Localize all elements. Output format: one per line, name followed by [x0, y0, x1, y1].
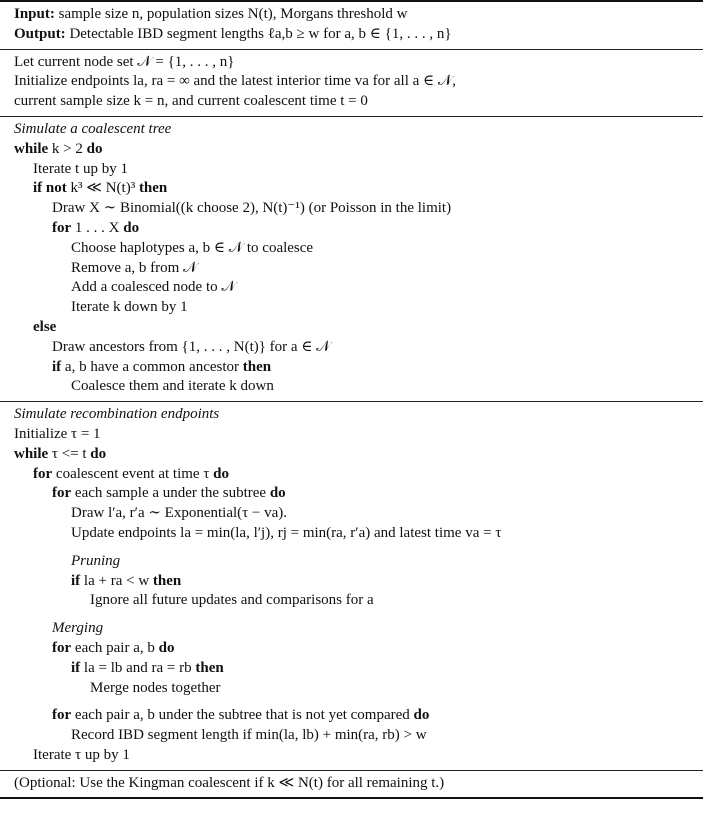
for-keyword-4: for [52, 639, 72, 656]
for-sample-text: each sample a under the subtree [74, 485, 267, 502]
bottom-rule [0, 797, 703, 799]
merge-condition: la = lb and ra = rb [83, 659, 192, 676]
footer-section [0, 771, 703, 798]
for-keyword-5: for [52, 707, 72, 724]
io-section [0, 2, 703, 49]
draw-x-line: Draw X ∼ Binomial((k choose 2), N(t)⁻¹) (or Poisson in the limit) [52, 200, 452, 217]
merging-title: Merging [52, 620, 104, 637]
then-keyword-3: then [152, 572, 182, 589]
init-tau-line: Initialize τ = 1 [14, 425, 101, 442]
recombination-title: Simulate recombination endpoints [14, 406, 220, 423]
if-common-condition: a, b have a common ancestor [64, 358, 240, 375]
then-keyword-4: then [195, 659, 224, 676]
for-compare-text: each pair a, b under the subtree that is not yet compared [74, 707, 410, 724]
while-condition: k > 2 [51, 140, 83, 157]
add-line: Add a coalesced node to 𝒩 [71, 279, 236, 296]
draw-exp-line: Draw l′a, r′a ∼ Exponential(τ − va). [71, 505, 288, 522]
while-k-line [0, 140, 703, 160]
for-sample-line [0, 484, 703, 504]
remove-line: Remove a, b from 𝒩 [71, 259, 198, 276]
init-line-1: Let current node set 𝒩 = {1, . . . , n} [14, 53, 235, 70]
input-text: sample size n, population sizes N(t), Morgans threshold w [58, 6, 408, 22]
input-label: Input: [14, 6, 55, 22]
if-keyword-3: if [71, 659, 81, 676]
while-keyword-2: while [14, 445, 49, 462]
iterate-k-line: Iterate k down by 1 [71, 299, 188, 316]
while-tau-condition: τ <= t [51, 445, 87, 462]
merge-line: Merge nodes together [90, 679, 221, 696]
do-keyword-4: do [213, 465, 229, 482]
for-keyword-3: for [52, 485, 72, 502]
if-keyword: if [52, 358, 62, 375]
input-line [0, 5, 703, 25]
ignore-line: Ignore all future updates and comparisons for a [90, 592, 374, 609]
iterate-t-line: Iterate t up by 1 [33, 160, 128, 177]
output-text: Detectable IBD segment lengths ℓa,b ≥ w for a, b ∈ {1, . . . , n} [69, 25, 452, 42]
for-event-text: coalescent event at time τ [55, 465, 210, 482]
for-range: 1 . . . X [74, 219, 120, 236]
do-keyword: do [86, 140, 103, 157]
else-line: else [33, 318, 57, 335]
if-keyword-2: if [71, 572, 81, 589]
coalescent-section [0, 117, 703, 401]
iterate-tau-line: Iterate τ up by 1 [33, 746, 130, 763]
choose-line: Choose haplotypes a, b ∈ 𝒩 to coalesce [71, 239, 314, 256]
for-pair-text: each pair a, b [74, 639, 155, 656]
spacer-3 [0, 698, 703, 706]
for-keyword: for [52, 219, 72, 236]
for-event-line [0, 465, 703, 485]
coalesce-line: Coalesce them and iterate k down [71, 378, 274, 395]
then-keyword: then [138, 180, 168, 197]
prune-condition: la + ra < w [83, 572, 150, 589]
then-keyword-2: then [242, 358, 272, 375]
draw-ancestors-line: Draw ancestors from {1, . . . , N(t)} for a ∈ 𝒩 [52, 338, 331, 355]
record-line: Record IBD segment length if min(la, lb) + min(ra, rb) > w [71, 727, 427, 744]
recombination-section [0, 402, 703, 770]
init-section [0, 50, 703, 116]
do-keyword-6: do [158, 639, 175, 656]
output-label: Output: [14, 25, 66, 42]
while-keyword: while [14, 140, 49, 157]
for-pair-line [0, 639, 703, 659]
init-line-2: Initialize endpoints la, ra = ∞ and the latest interior time va for all a ∈ 𝒩, [14, 73, 456, 90]
merge-if-line [0, 659, 703, 679]
if-not-line [0, 179, 703, 199]
do-keyword-2: do [123, 219, 140, 236]
for-x-line [0, 219, 703, 239]
update-line: Update endpoints la = min(la, l′j), rj = min(ra, r′a) and latest time va = τ [71, 524, 502, 541]
if-common-line [0, 358, 703, 378]
do-keyword-5: do [269, 485, 286, 502]
while-tau-line [0, 445, 703, 465]
for-compare-line [0, 706, 703, 726]
if-not-keyword: if not [33, 180, 67, 197]
spacer-2 [0, 611, 703, 619]
output-line [0, 25, 703, 45]
init-line-3: current sample size k = n, and current coalescent time t = 0 [14, 93, 368, 110]
for-keyword-2: for [33, 465, 53, 482]
do-keyword-3: do [90, 445, 107, 462]
if-not-condition: k³ ≪ N(t)³ [70, 180, 136, 197]
coalescent-title: Simulate a coalescent tree [14, 120, 172, 137]
spacer-1 [0, 544, 703, 552]
optional-line: (Optional: Use the Kingman coalescent if k ≪ N(t) for all remaining t.) [14, 774, 445, 791]
do-keyword-7: do [413, 707, 430, 724]
prune-if-line [0, 572, 703, 592]
pruning-title: Pruning [71, 552, 121, 569]
